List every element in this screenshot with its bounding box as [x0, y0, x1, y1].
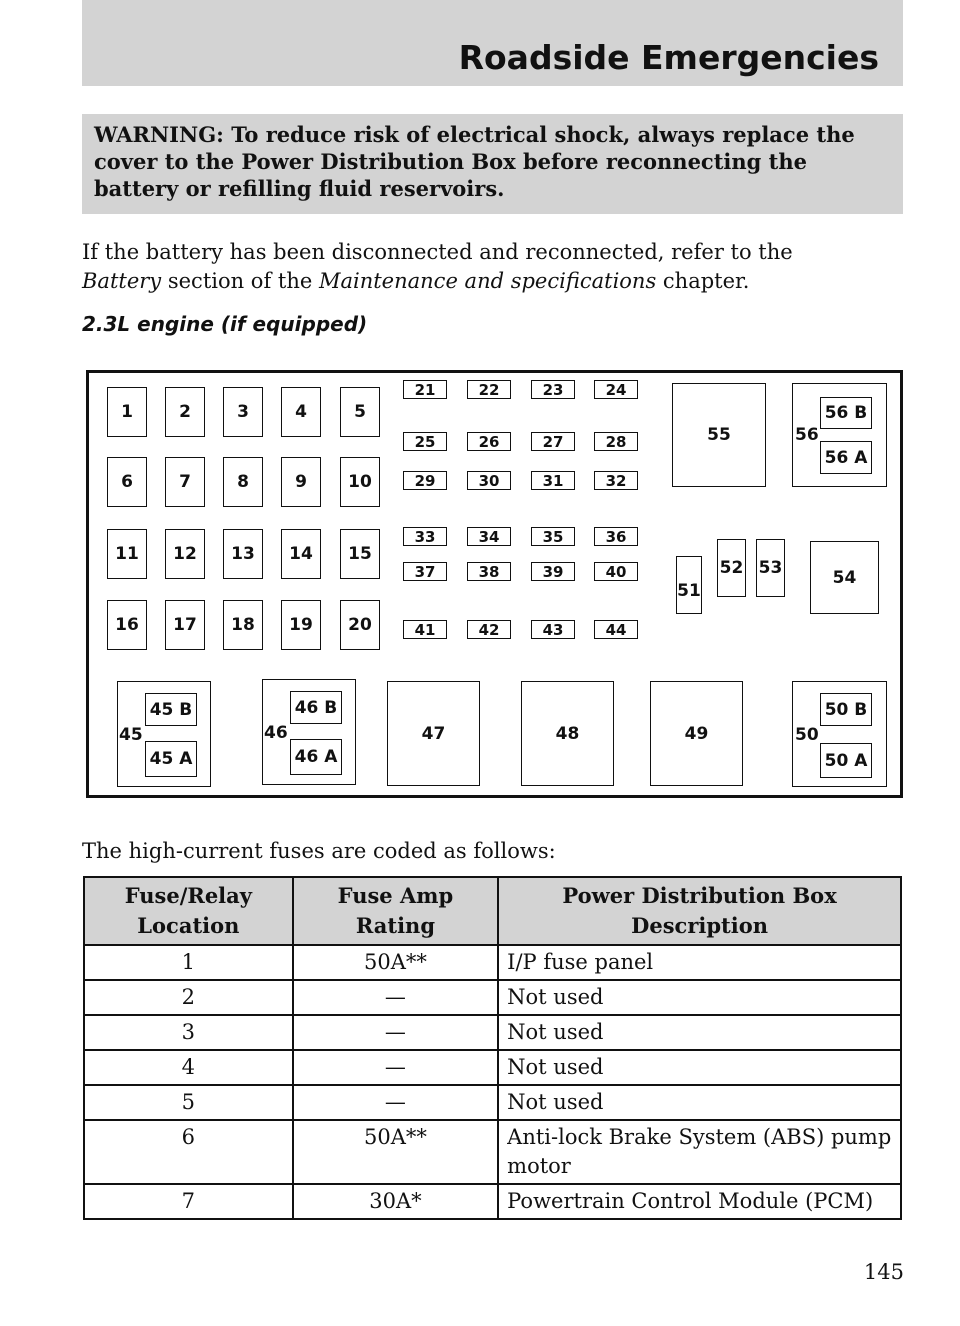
cell-description: Not used: [498, 1015, 901, 1050]
fuse-40: 40: [594, 562, 638, 581]
table-row: [84, 945, 901, 980]
fuse-13: 13: [223, 529, 263, 579]
fuse-15: 15: [340, 529, 380, 579]
relay-45-label: 45: [119, 725, 143, 745]
fuse-14: 14: [281, 529, 321, 579]
relay-48: 48: [521, 681, 614, 786]
column-header-rating: Fuse Amp Rating: [293, 877, 498, 945]
fuse-38: 38: [467, 562, 511, 581]
warning-box: WARNING: To reduce risk of electrical shock, always replace the cover to the Power Distribution Box before reconnecting the battery or refilling fluid reservoirs.: [82, 114, 903, 214]
fuse-36: 36: [594, 527, 638, 546]
relay-46a: 46 A: [290, 739, 342, 775]
relay-50b: 50 B: [820, 693, 872, 726]
fuse-24: 24: [594, 380, 638, 399]
cell-location: 7: [84, 1184, 293, 1219]
relay-46-label: 46: [264, 723, 288, 743]
fuse-20: 20: [340, 600, 380, 650]
fuse-41: 41: [403, 620, 447, 639]
fuse-42: 42: [467, 620, 511, 639]
fuse-10: 10: [340, 457, 380, 507]
cell-rating: 30A*: [293, 1184, 498, 1219]
cell-rating: 50A**: [293, 945, 498, 980]
table-row: [84, 1184, 901, 1219]
cell-description: I/P fuse panel: [498, 945, 901, 980]
maintenance-reference: Maintenance and specifications: [318, 269, 657, 293]
intro-text-1: If the battery has been disconnected and reconnected, refer to the: [82, 240, 793, 264]
intro-paragraph: [82, 238, 903, 296]
page-header: [82, 0, 903, 86]
page-number: 145: [863, 1260, 904, 1284]
relay-53: 53: [756, 539, 785, 597]
fuse-23: 23: [531, 380, 575, 399]
fuse-6: 6: [107, 457, 147, 507]
table-caption: The high-current fuses are coded as follows:: [82, 839, 556, 863]
cell-rating: —: [293, 1050, 498, 1085]
fuse-31: 31: [531, 471, 575, 490]
fuse-3: 3: [223, 387, 263, 437]
fuse-28: 28: [594, 432, 638, 451]
fuse-1: 1: [107, 387, 147, 437]
relay-56-label: 56: [795, 425, 819, 445]
cell-location: 1: [84, 945, 293, 980]
fuse-18: 18: [223, 600, 263, 650]
intro-text-3: chapter.: [656, 269, 750, 293]
table-row: [84, 1050, 901, 1085]
engine-subheading: 2.3L engine (if equipped): [82, 312, 368, 336]
column-header-description: Power Distribution Box Description: [498, 877, 901, 945]
fuse-5: 5: [340, 387, 380, 437]
fuse-30: 30: [467, 471, 511, 490]
cell-rating: —: [293, 1015, 498, 1050]
table-header-row: [84, 877, 901, 945]
fuse-9: 9: [281, 457, 321, 507]
column-header-location: Fuse/Relay Location: [84, 877, 293, 945]
cell-location: 6: [84, 1120, 293, 1184]
fuse-34: 34: [467, 527, 511, 546]
cell-description: Not used: [498, 1050, 901, 1085]
relay-50-label: 50: [795, 725, 819, 745]
cell-rating: —: [293, 980, 498, 1015]
relay-49: 49: [650, 681, 743, 786]
relay-55: 55: [672, 383, 766, 487]
cell-location: 4: [84, 1050, 293, 1085]
fuse-22: 22: [467, 380, 511, 399]
cell-location: 3: [84, 1015, 293, 1050]
relay-56b: 56 B: [820, 397, 872, 429]
cell-description: Not used: [498, 1085, 901, 1120]
relay-47: 47: [387, 681, 480, 786]
relay-52: 52: [717, 539, 746, 597]
relay-56a: 56 A: [820, 441, 872, 474]
section-title: Roadside Emergencies: [458, 38, 879, 77]
fuse-43: 43: [531, 620, 575, 639]
relay-46b: 46 B: [290, 691, 342, 724]
fuse-29: 29: [403, 471, 447, 490]
fuse-8: 8: [223, 457, 263, 507]
cell-location: 5: [84, 1085, 293, 1120]
relay-45a: 45 A: [145, 741, 197, 777]
fuse-7: 7: [165, 457, 205, 507]
fuse-35: 35: [531, 527, 575, 546]
cell-description: Not used: [498, 980, 901, 1015]
fuse-26: 26: [467, 432, 511, 451]
fuse-33: 33: [403, 527, 447, 546]
fuse-box-diagram: [86, 370, 903, 798]
table-row: [84, 1120, 901, 1184]
fuse-16: 16: [107, 600, 147, 650]
fuse-32: 32: [594, 471, 638, 490]
fuse-2: 2: [165, 387, 205, 437]
table-row: [84, 1015, 901, 1050]
relay-54: 54: [810, 541, 879, 614]
intro-text-2: section of the: [161, 269, 319, 293]
fuse-37: 37: [403, 562, 447, 581]
fuse-17: 17: [165, 600, 205, 650]
fuse-11: 11: [107, 529, 147, 579]
battery-reference: Battery: [82, 269, 162, 293]
cell-rating: 50A**: [293, 1120, 498, 1184]
fuse-25: 25: [403, 432, 447, 451]
cell-location: 2: [84, 980, 293, 1015]
cell-description: Anti-lock Brake System (ABS) pump motor: [498, 1120, 901, 1184]
cell-rating: —: [293, 1085, 498, 1120]
cell-description: Powertrain Control Module (PCM): [498, 1184, 901, 1219]
fuse-21: 21: [403, 380, 447, 399]
fuse-table: [83, 876, 902, 1220]
fuse-39: 39: [531, 562, 575, 581]
relay-51: 51: [676, 556, 702, 614]
table-row: [84, 980, 901, 1015]
fuse-4: 4: [281, 387, 321, 437]
fuse-12: 12: [165, 529, 205, 579]
fuse-44: 44: [594, 620, 638, 639]
relay-50a: 50 A: [820, 743, 872, 778]
relay-45b: 45 B: [145, 693, 197, 726]
table-row: [84, 1085, 901, 1120]
fuse-19: 19: [281, 600, 321, 650]
fuse-27: 27: [531, 432, 575, 451]
